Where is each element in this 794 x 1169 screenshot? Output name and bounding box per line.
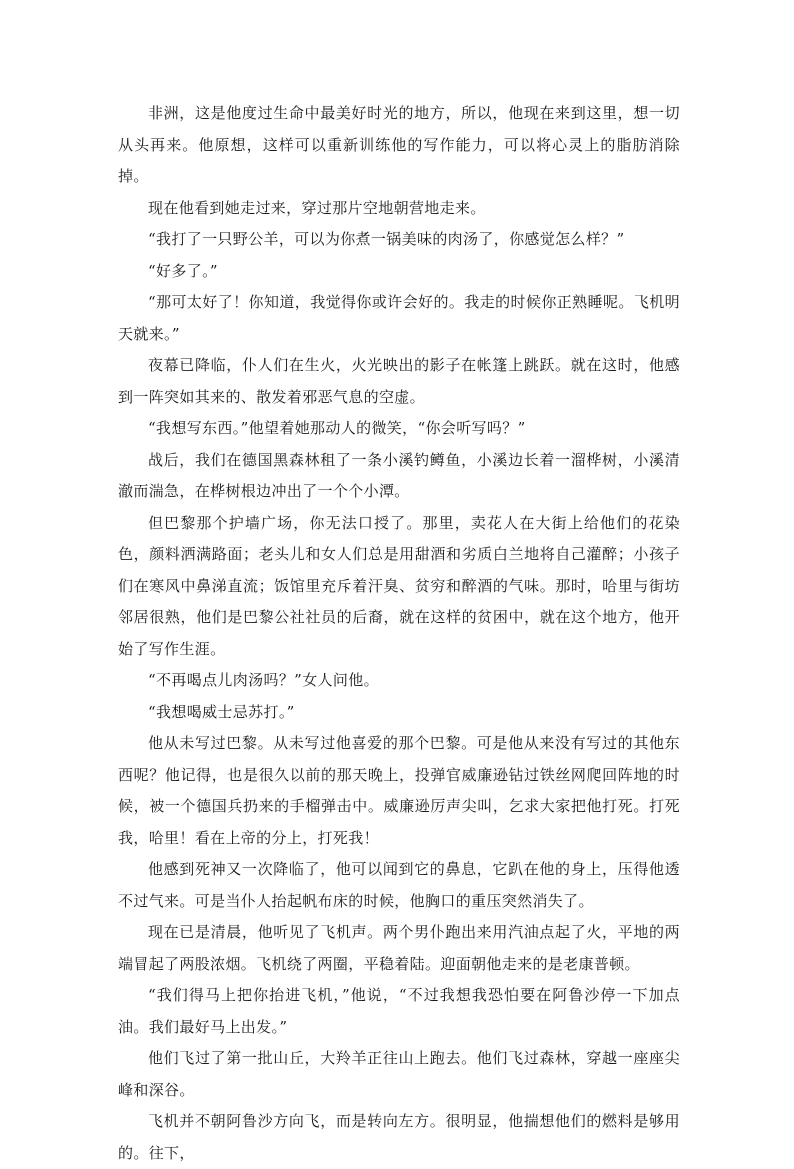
- paragraph: 但巴黎那个护墙广场，你无法口授了。那里，卖花人在大街上给他们的花染色，颜料洒满路面；老头儿和女人们总是用甜酒和劣质白兰地将自己灌醉；小孩子们在寒风中鼻涕直流；饭馆里充斥着汗臭、贫穷和醉酒的气味。那时，哈里与街坊邻居很熟，他们是巴黎公社社员的后裔，就在这样的贫困中，就在这个地方，他开始了写作生涯。: [118, 513, 680, 658]
- paragraph: 现在已是清晨，他听见了飞机声。两个男仆跑出来用汽油点起了火，平地的两端冒起了两股浓烟。飞机绕了两圈，平稳着陆。迎面朝他走来的是老康普顿。: [118, 923, 680, 973]
- dialogue-paragraph: “好多了。”: [148, 261, 218, 280]
- dialogue-paragraph: “我们得马上把你抬进飞机，”他说，“不过我想我恐怕要在阿鲁沙停一下加点油。我们最好马上出发。”: [118, 986, 680, 1036]
- paragraph: 他感到死神又一次降临了，他可以闻到它的鼻息，它趴在他的身上，压得他透不过气来。可是当仆人抬起帆布床的时候，他胸口的重压突然消失了。: [118, 860, 680, 910]
- dialogue-paragraph: “我想喝威士忌苏打。”: [148, 702, 295, 721]
- dialogue-paragraph: “我想写东西。”他望着她那动人的微笑，“你会听写吗？”: [148, 419, 526, 437]
- paragraph: 现在他看到她走过来，穿过那片空地朝营地走来。: [148, 198, 486, 217]
- paragraph: 飞机并不朝阿鲁沙方向飞，而是转向左方。很明显，他揣想他们的燃料是够用的。往下，: [118, 1112, 680, 1162]
- paragraph: 他从未写过巴黎。从未写过他喜爱的那个巴黎。可是他从来没有写过的其他东西呢？他记得，也是很久以前的那天晚上，投弹官威廉逊钻过铁丝网爬回阵地的时候，被一个德国兵扔来的手榴弹击中。威廉逊厉声尖叫，乞求大家把他打死。打死我，哈里！看在上帝的分上，打死我！: [118, 734, 680, 847]
- story-text: [118, 98, 680, 1169]
- dialogue-paragraph: “那可太好了！你知道，我觉得你或许会好的。我走的时候你正熟睡呢。飞机明天就来。”: [118, 293, 680, 343]
- paragraph: 夜幕已降临，仆人们在生火，火光映出的影子在帐篷上跳跃。就在这时，他感到一阵突如其来的、散发着邪恶气息的空虚。: [118, 356, 680, 406]
- dialogue-paragraph: “我打了一只野公羊，可以为你煮一锅美味的肉汤了，你感觉怎么样？”: [148, 230, 625, 248]
- paragraph: 他们飞过了第一批山丘，大羚羊正往山上跑去。他们飞过森林，穿越一座座尖峰和深谷。: [118, 1049, 680, 1099]
- dialogue-paragraph: “不再喝点儿肉汤吗？”女人问他。: [148, 671, 379, 689]
- paragraph: 战后，我们在德国黑森林租了一条小溪钓鳟鱼，小溪边长着一溜桦树，小溪清澈而湍急，在桦树根边冲出了一个个小潭。: [118, 450, 680, 500]
- paragraph: 非洲，这是他度过生命中最美好时光的地方，所以，他现在来到这里，想一切从头再来。他原想，这样可以重新训练他的写作能力，可以将心灵上的脂肪消除掉。: [118, 104, 680, 185]
